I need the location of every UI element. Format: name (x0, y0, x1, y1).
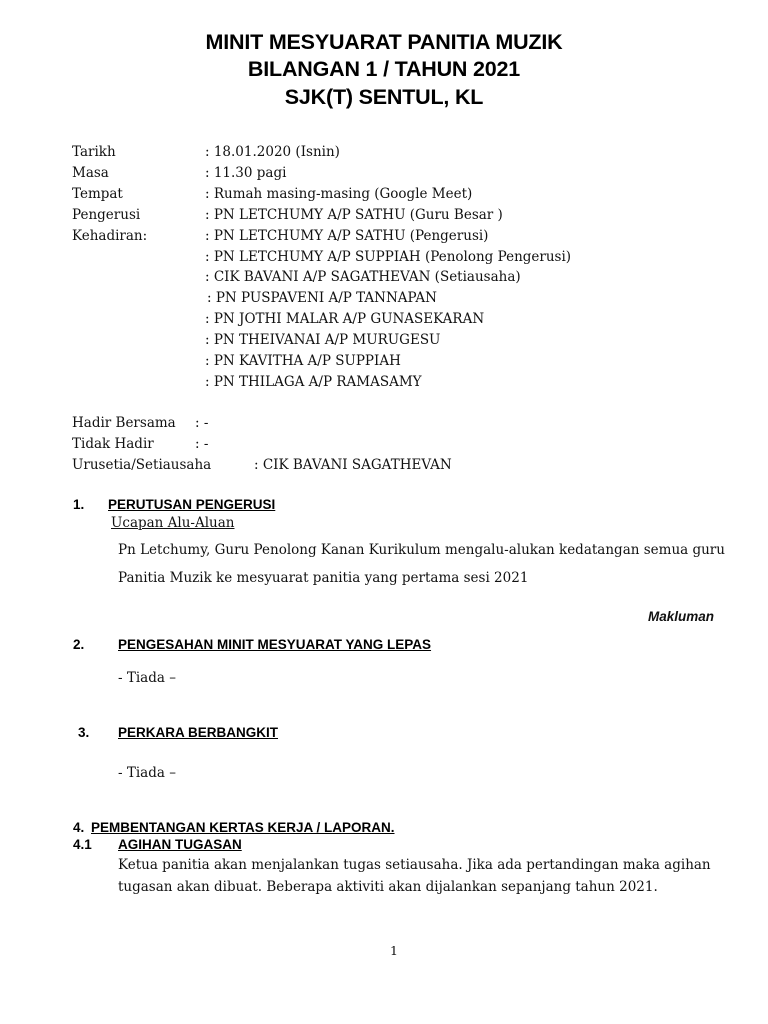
kehadiran-item: : CIK BAVANI A/P SAGATHEVAN (Setiausaha) (205, 269, 521, 285)
urusetia-label: Urusetia/Setiausaha (72, 457, 212, 473)
kehadiran-item: : PN THILAGA A/P RAMASAMY (205, 374, 422, 390)
tidak-hadir-value: : - (195, 436, 209, 452)
masa-label: Masa (72, 165, 109, 181)
document-title-line-1: MINIT MESYUARAT PANITIA MUZIK (205, 30, 563, 54)
section-1-subtitle: Ucapan Alu-Aluan (111, 515, 235, 531)
section-1-body-line-2: Panitia Muzik ke mesyuarat panitia yang pertama sesi 2021 (118, 570, 529, 586)
kehadiran-item: : PN JOTHI MALAR A/P GUNASEKARAN (205, 311, 485, 327)
section-1-note: Makluman (647, 609, 714, 624)
section-4-title: PEMBENTANGAN KERTAS KERJA / LAPORAN. (91, 820, 395, 835)
kehadiran-label: Kehadiran: (72, 228, 148, 244)
section-2-number: 2. (73, 637, 85, 652)
page-number: 1 (390, 943, 398, 958)
kehadiran-item: : PN LETCHUMY A/P SATHU (Pengerusi) (205, 228, 489, 244)
section-4-1-body-line-2: tugasan akan dibuat. Beberapa aktiviti akan dijalankan sepanjang tahun 2021. (118, 879, 658, 895)
section-4-number: 4. (73, 820, 85, 835)
section-4-1-body-line-1: Ketua panitia akan menjalankan tugas setiausaha. Jika ada pertandingan maka agihan (118, 857, 711, 873)
section-2-body: - Tiada – (118, 670, 176, 686)
section-2-title: PENGESAHAN MINIT MESYUARAT YANG LEPAS (118, 637, 432, 652)
pengerusi-label: Pengerusi (72, 207, 141, 223)
kehadiran-item: : PN KAVITHA A/P SUPPIAH (205, 353, 401, 369)
section-3-title: PERKARA BERBANGKIT (118, 725, 279, 740)
section-3-body: - Tiada – (118, 765, 176, 781)
tempat-value: : Rumah masing-masing (Google Meet) (205, 186, 473, 202)
pengerusi-value: : PN LETCHUMY A/P SATHU (Guru Besar ) (205, 207, 503, 223)
section-4-1-title: AGIHAN TUGASAN (118, 837, 242, 852)
tidak-hadir-label: Tidak Hadir (72, 436, 154, 452)
hadir-bersama-value: : - (195, 415, 209, 431)
masa-value: : 11.30 pagi (205, 165, 287, 181)
kehadiran-item: : PN THEIVANAI A/P MURUGESU (205, 332, 441, 348)
section-1-number: 1. (73, 497, 85, 512)
tarikh-value: : 18.01.2020 (Isnin) (205, 144, 340, 160)
tarikh-label: Tarikh (72, 144, 116, 160)
kehadiran-item: : PN PUSPAVENI A/P TANNAPAN (207, 290, 437, 306)
document-title-line-2: BILANGAN 1 / TAHUN 2021 (247, 57, 521, 81)
section-1-title: PERUTUSAN PENGERUSI (108, 497, 276, 512)
section-3-number: 3. (78, 725, 90, 740)
urusetia-value: : CIK BAVANI SAGATHEVAN (254, 457, 452, 473)
kehadiran-item: : PN LETCHUMY A/P SUPPIAH (Penolong Pengerusi) (205, 249, 572, 265)
document-title-line-3: SJK(T) SENTUL, KL (284, 85, 484, 109)
section-4-1-number: 4.1 (73, 837, 92, 852)
section-1-body-line-1: Pn Letchumy, Guru Penolong Kanan Kurikulum mengalu-alukan kedatangan semua guru (118, 542, 725, 558)
tempat-label: Tempat (72, 186, 123, 202)
hadir-bersama-label: Hadir Bersama (72, 415, 176, 431)
